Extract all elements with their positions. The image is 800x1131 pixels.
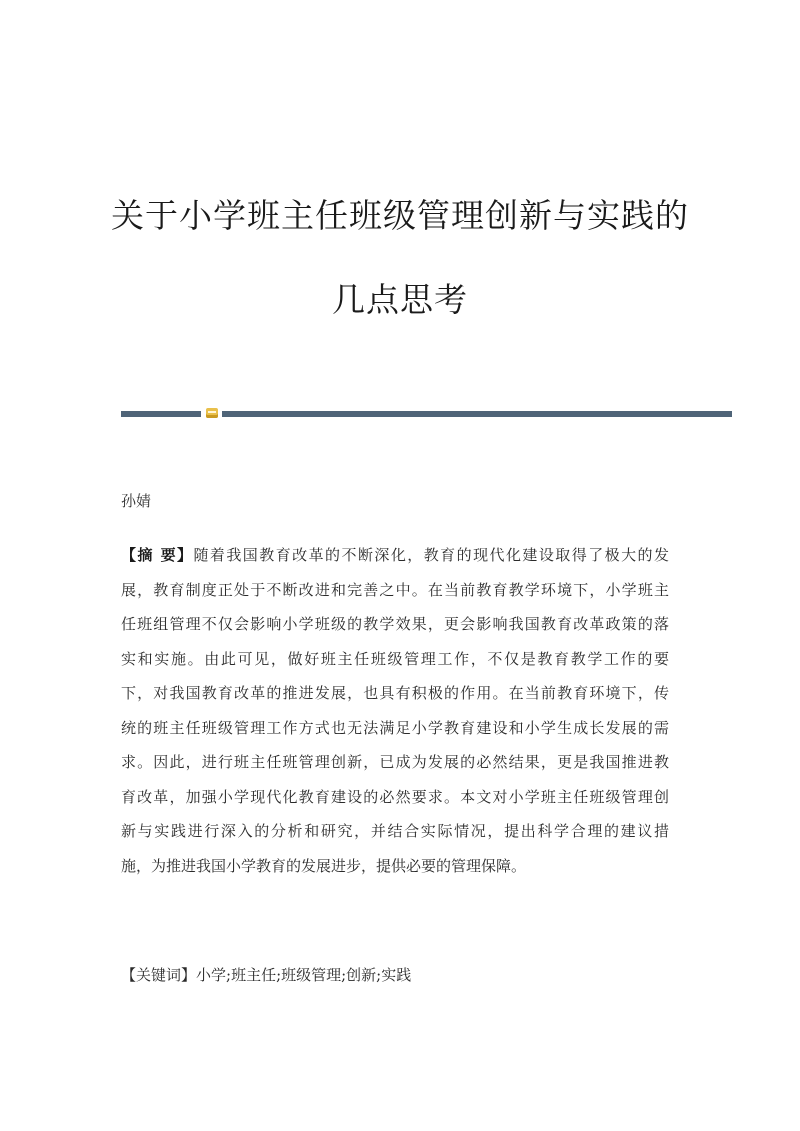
keywords-label: 【关键词】 (121, 966, 197, 984)
abstract-line (121, 538, 669, 573)
abstract-line: 实和实施。由此可见，做好班主任班级管理工作，不仅是教育教学工作的要 (121, 649, 669, 668)
abstract-line: 施，为推进我国小学教育的发展进步，提供必要的管理保障。 (121, 856, 527, 875)
abstract-line: 统的班主任班级管理工作方式也无法满足小学教育建设和小学生成长发展的需 (121, 718, 669, 737)
keywords-section (121, 964, 411, 985)
abstract-section (121, 538, 669, 883)
title-divider (121, 408, 732, 418)
keywords-text: 小学;班主任;班级管理;创新;实践 (196, 966, 412, 984)
abstract-text: 随着我国教育改革的不断深化，教育的现代化建设取得了极大的发 (193, 546, 669, 564)
divider-bar-left (121, 411, 201, 417)
abstract-label: 【摘 要】 (121, 546, 194, 564)
abstract-line: 求。因此，进行班主任班管理创新，已成为发展的必然结果，更是我国推进教 (121, 753, 669, 771)
author-name: 孙婧 (121, 492, 152, 510)
abstract-line: 育改革，加强小学现代化教育建设的必然要求。本文对小学班主任班级管理创 (121, 787, 669, 806)
divider-bar-right (222, 411, 732, 417)
document-title-line-2: 几点思考 (332, 280, 468, 319)
abstract-line: 新与实践进行深入的分析和研究，并结合实际情况，提出科学合理的建议措 (121, 822, 669, 840)
abstract-line: 展，教育制度正处于不断改进和完善之中。在当前教育教学环境下，小学班主 (121, 580, 669, 599)
document-title-line-1: 关于小学班主任班级管理创新与实践的 (111, 196, 689, 235)
abstract-line: 下，对我国教育改革的推进发展，也具有积极的作用。在当前教育环境下，传 (121, 684, 669, 702)
divider-emblem-icon (206, 408, 218, 418)
abstract-line: 任班组管理不仅会影响小学班级的教学效果，更会影响我国教育改革政策的落 (121, 615, 669, 633)
